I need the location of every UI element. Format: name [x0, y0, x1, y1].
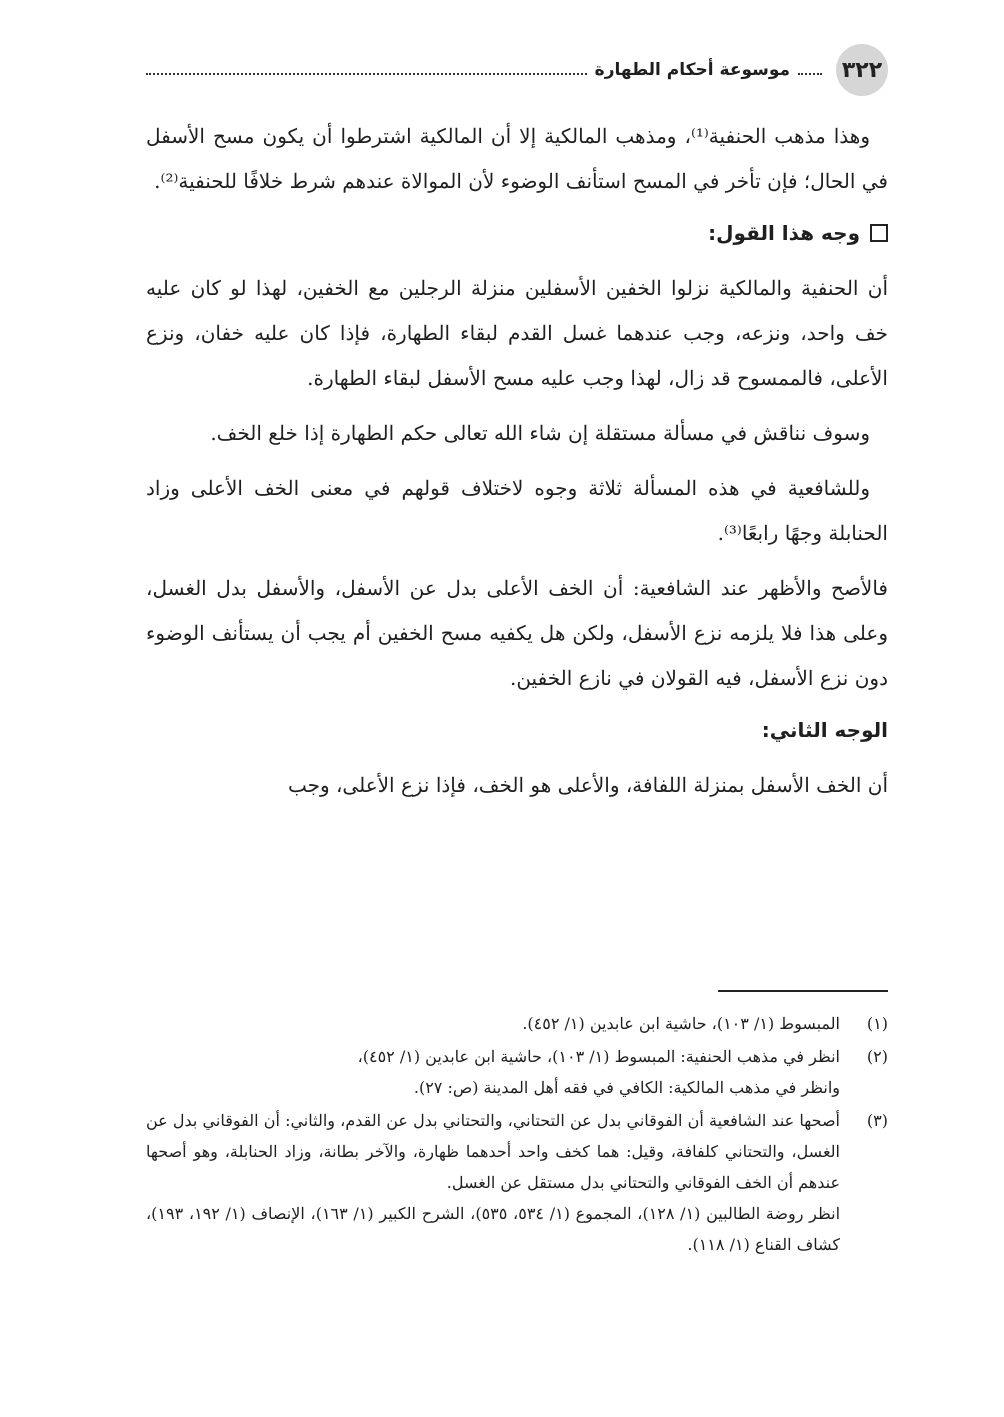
section-heading-2: [146, 711, 888, 749]
footnote-text: [146, 1008, 840, 1039]
section-heading-1: [146, 214, 888, 252]
running-head: [146, 56, 822, 84]
paragraph-2: أن الحنفية والمالكية نزلوا الخفين الأسفلين منزلة الرجلين مع الخفين، لهذا لو كان عليه خف واحد، ونزعه، وجب عندهما غسل القدم لبقاء الطهارة، فإذا كان عليه خفان، ونزع الأعلى، فالممسوح قد زال، لهذا وجب عليه مسح الأسفل لبقاء الطهارة.: [146, 276, 888, 390]
footnote-1: [146, 1008, 888, 1039]
main-text: [146, 114, 888, 818]
footnote-line: انظر في مذهب الحنفية: المبسوط (١/ ١٠٣)، حاشية ابن عابدين (١/ ٤٥٢)،: [357, 1047, 840, 1066]
checkbox-icon: [870, 224, 888, 242]
paragraph-4: وللشافعية في هذه المسألة ثلاثة وجوه لاختلاف قولهم في معنى الخف الأعلى وزاد الحنابلة وجهًا رابعًا⁽³⁾.: [146, 476, 888, 545]
footnote-line: وانظر في مذهب المالكية: الكافي في فقه أهل المدينة (ص: ٢٧).: [413, 1078, 840, 1097]
page-number: ٣٢٢: [836, 44, 888, 96]
footnote-line: المبسوط (١/ ١٠٣)، حاشية ابن عابدين (١/ ٤٥٢).: [522, 1014, 840, 1033]
footnote-text: [146, 1105, 840, 1260]
header-dots-left: [146, 73, 587, 75]
footnote-number: (٢): [866, 1047, 888, 1066]
footnote-number: (٣): [866, 1111, 888, 1130]
header-dots-right: [798, 73, 822, 75]
paragraph-1: وهذا مذهب الحنفية⁽¹⁾، ومذهب المالكية إلا أن المالكية اشترطوا أن يكون مسح الأسفل في الحال؛ فإن تأخر في المسح استأنف الوضوء لأن الموالاة عندهم شرط خلافًا للحنفية⁽²⁾.: [146, 124, 888, 193]
footnote-divider: [718, 990, 888, 992]
book-title: موسوعة أحكام الطهارة: [594, 60, 790, 80]
footnote-2: [146, 1041, 888, 1103]
footnote-number: (١): [866, 1014, 888, 1033]
section-heading-2-label: الوجه الثاني:: [761, 718, 888, 742]
footnotes: [146, 1008, 888, 1262]
paragraph-5: فالأصح والأظهر عند الشافعية: أن الخف الأعلى بدل عن الأسفل، والأسفل بدل الغسل، وعلى هذا فلا يلزمه نزع الأسفل، ولكن هل يكفيه مسح الخفين أم يجب أن يستأنف الوضوء دون نزع الأسفل، فيه القولان في نازع الخفين.: [146, 576, 888, 690]
page-header: [146, 44, 888, 106]
section-heading-1-label: وجه هذا القول:: [708, 221, 860, 245]
paragraph-6: أن الخف الأسفل بمنزلة اللفافة، والأعلى هو الخف، فإذا نزع الأعلى، وجب: [287, 773, 888, 797]
paragraph-3: وسوف نناقش في مسألة مستقلة إن شاء الله تعالى حكم الطهارة إذا خلع الخف.: [210, 421, 870, 445]
footnote-line: أصحها عند الشافعية أن الفوقاني بدل عن التحتاني، والتحتاني بدل عن القدم، والثاني: أن الفوقاني بدل عن الغسل، والتحتاني كلفافة، وقيل: هما كخف واحد أحدهما ظهارة، والآخر بطانة، وزاد الحنابلة، وهو أصحها عندهم أن الخف الفوقاني والتحتاني بدل مستقل عن الغسل.: [146, 1111, 840, 1192]
footnote-line: انظر روضة الطالبين (١/ ١٢٨)، المجموع (١/ ٥٣٤، ٥٣٥)، الشرح الكبير (١/ ١٦٣)، الإنصاف (١/ ١٩٢، ١٩٣)، كشاف القناع (١/ ١١٨).: [146, 1204, 841, 1254]
footnote-3: [146, 1105, 888, 1260]
footnote-text: [146, 1041, 840, 1103]
